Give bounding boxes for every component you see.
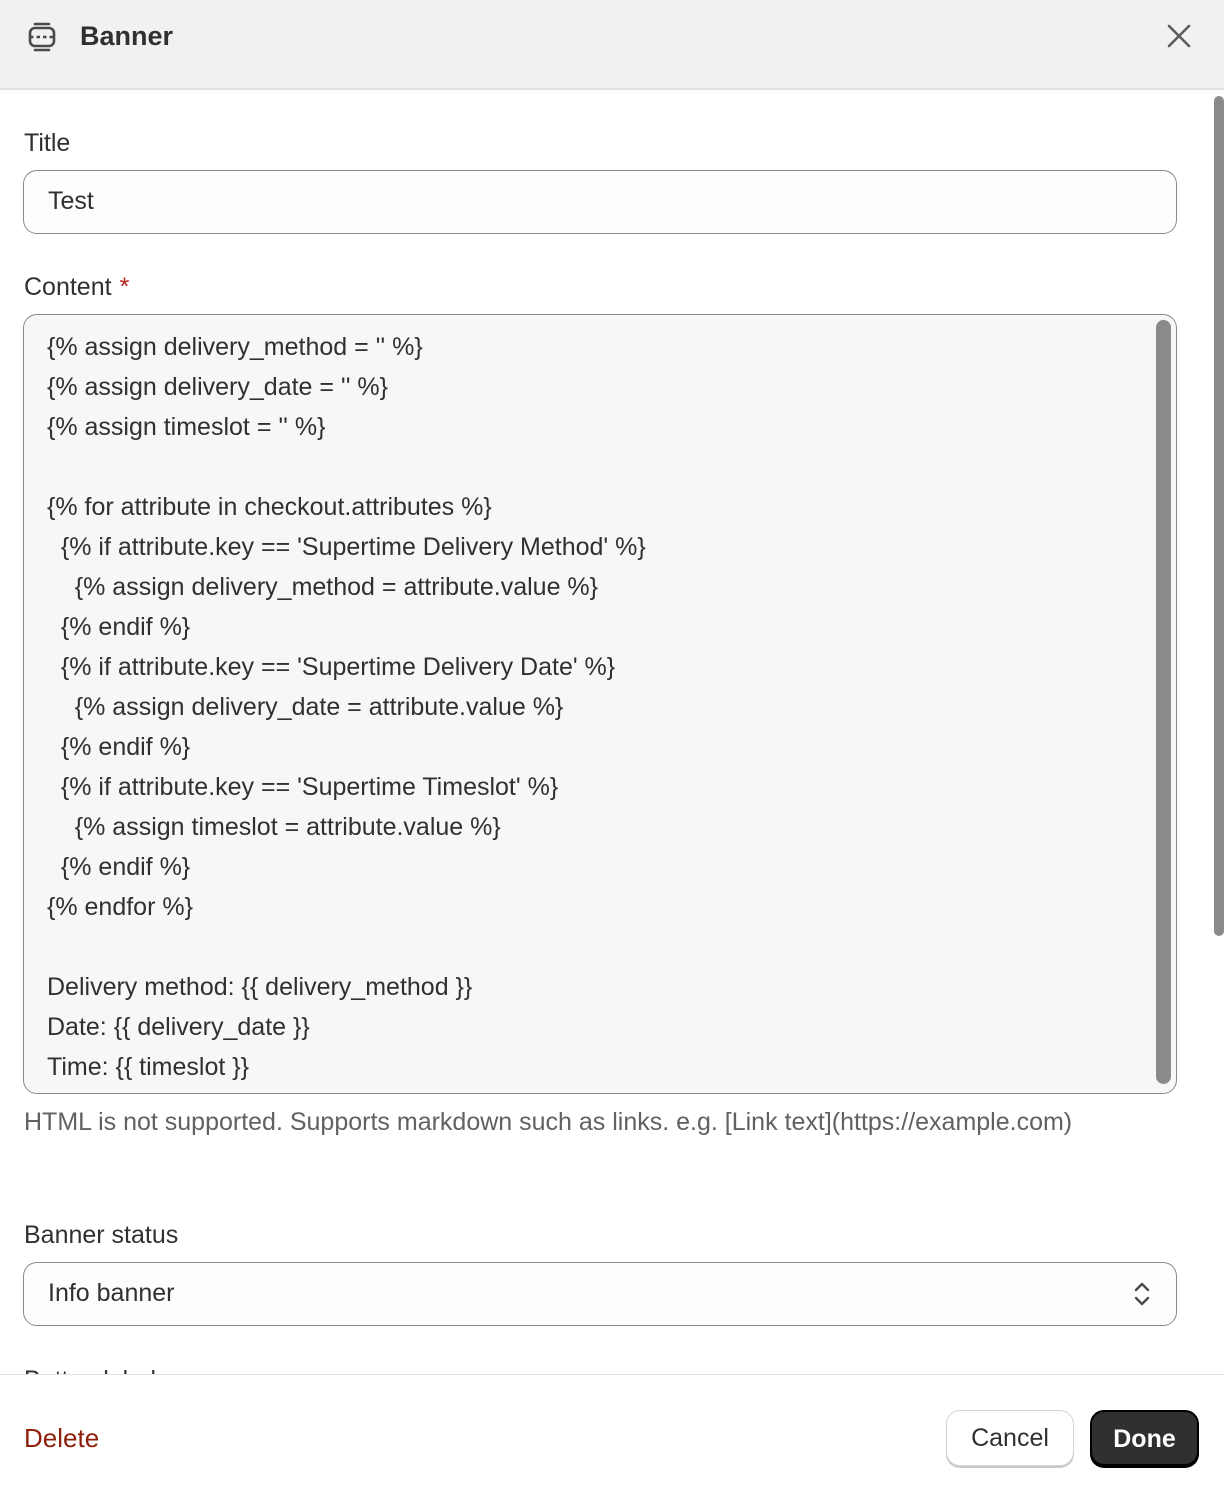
done-button[interactable]: Done [1090,1410,1199,1466]
modal-header [0,0,1224,90]
content-label [24,271,129,303]
content-textarea[interactable] [23,314,1177,1094]
title-label: Title [24,129,71,157]
banner-status-value: Info banner [48,1279,175,1307]
content-help-text: HTML is not supported. Supports markdown such as links. e.g. [Link text](https://example.com) [24,1108,1073,1136]
cancel-button[interactable]: Cancel [946,1410,1074,1466]
select-chevron-icon [1132,1280,1152,1308]
banner-status-label: Banner status [24,1221,179,1249]
modal-footer [0,1374,1224,1486]
title-input[interactable]: Test [23,170,1177,234]
page-scrollbar[interactable] [1214,96,1224,936]
content-label-text: Content [24,273,112,301]
banner-icon [26,21,58,53]
required-mark: * [119,273,130,301]
close-icon[interactable] [1162,19,1196,53]
banner-status-select[interactable] [23,1262,1177,1326]
modal-title: Banner [80,21,174,51]
content-scrollbar[interactable] [1156,320,1171,1084]
delete-button[interactable]: Delete [24,1423,100,1453]
content-text[interactable]: {% assign delivery_method = '' %} {% assign delivery_date = '' %} {% assign timeslot = '' %} {% for attribute in checkout.attributes %} {% if attribute.key == 'Supertime Delivery Method' %} {% assign delivery_method = attribute.value %} {% endif %} {% if attribute.key == 'Supertime Delivery Date' %} {% assign delivery_date = attribute.value %} {% endif %} {% if attribute.key == 'Supertime Timeslot' %} {% assign timeslot = attribute.value %} {% endif %} {% endfor %} Delivery method: {{ delivery_method }} Date: {{ delivery_date }} Time: {{ timeslot }} [47,333,646,1081]
